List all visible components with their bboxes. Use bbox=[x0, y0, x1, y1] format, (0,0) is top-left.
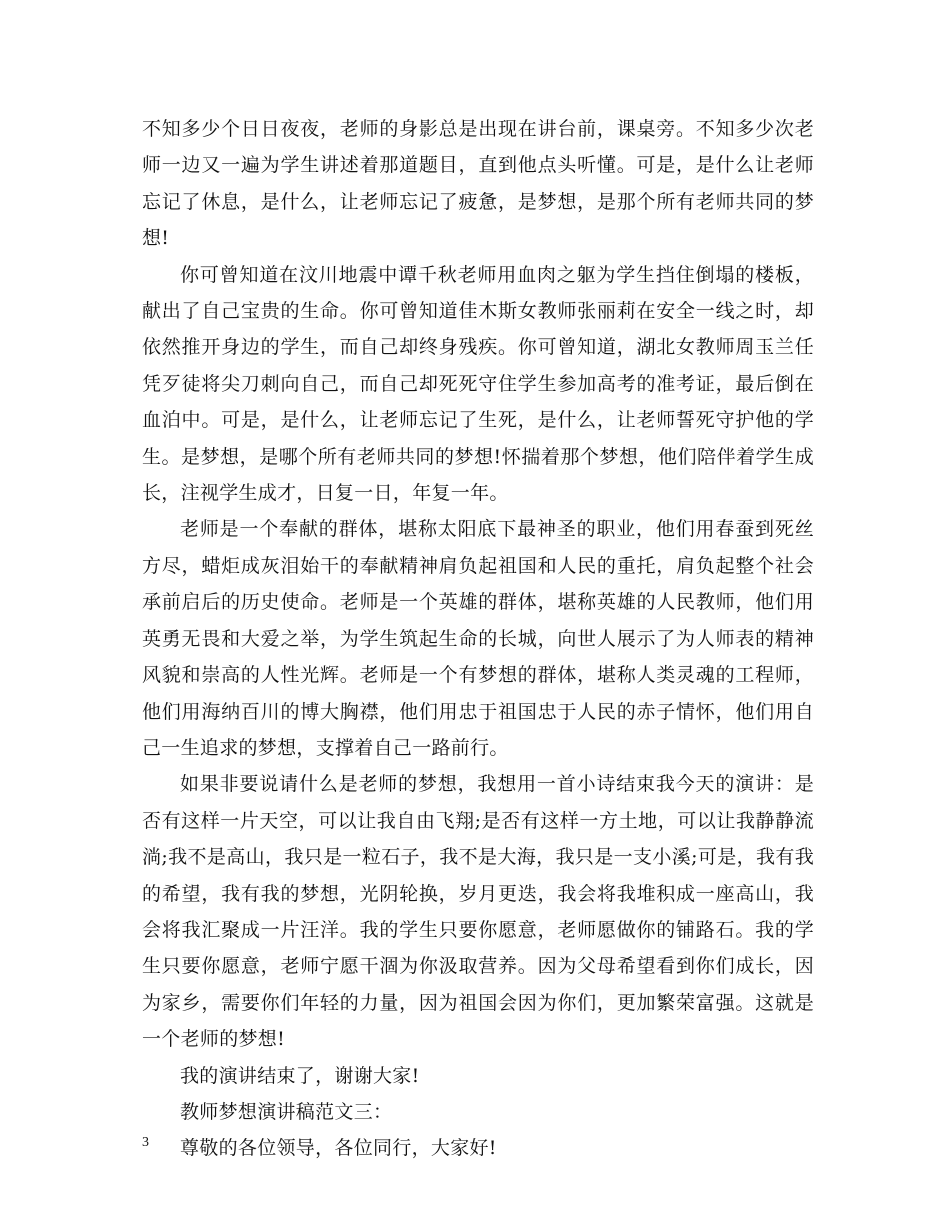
document-body bbox=[142, 111, 814, 1167]
paragraph-poem: 如果非要说请什么是老师的梦想，我想用一首小诗结束我今天的演讲：是否有这样一片天空，可以让我自由飞翔;是否有这样一方土地，可以让我静静流淌;我不是高山，我只是一粒石子，我不是大海，我只是一支小溪;可是，我有我的希望，我有我的梦想，光阴轮换，岁月更迭，我会将我堆积成一座高山，我会将我汇聚成一片汪洋。我的学生只要你愿意，老师愿做你的铺路石。我的学生只要你愿意，老师宁愿干涸为你汲取营养。因为父母希望看到你们成长，因为家乡，需要你们年轻的力量，因为祖国会因为你们，更加繁荣富强。这就是一个老师的梦想! bbox=[142, 773, 814, 1051]
paragraph-teacher-group: 老师是一个奉献的群体，堪称太阳底下最神圣的职业，他们用春蚕到死丝方尽，蜡炬成灰泪始干的奉献精神肩负起祖国和人民的重托，肩负起整个社会承前启后的历史使命。老师是一个英雄的群体，堪称英雄的人民教师，他们用英勇无畏和大爱之举，为学生筑起生命的长城，向世人展示了为人师表的精神风貌和崇高的人性光辉。老师是一个有梦想的群体，堪称人类灵魂的工程师，他们用海纳百川的博大胸襟，他们用忠于祖国忠于人民的赤子情怀，他们用自己一生追求的梦想，支撑着自己一路前行。 bbox=[142, 518, 814, 759]
paragraph-sacrifice: 你可曾知道在汶川地震中谭千秋老师用血肉之躯为学生挡住倒塌的楼板，献出了自己宝贵的生命。你可曾知道佳木斯女教师张丽莉在安全一线之时，却依然推开身边的学生，而自己却终身残疾。你可曾知道，湖北女教师周玉兰任凭歹徒将尖刀刺向自己，而自己却死死守住学生参加高考的准考证，最后倒在血泊中。可是，是什么，让老师忘记了生死，是什么，让老师誓死守护他的学生。是梦想，是哪个所有老师共同的梦想!怀揣着那个梦想，他们陪伴着学生成长，注视学生成才，日复一日，年复一年。 bbox=[142, 263, 814, 505]
page-number: 3 bbox=[142, 1135, 149, 1150]
section-heading: 教师梦想演讲稿范文三： bbox=[180, 1100, 393, 1123]
paragraph-closing: 我的演讲结束了，谢谢大家! bbox=[180, 1064, 420, 1087]
paragraph-continuation: 不知多少个日日夜夜，老师的身影总是出现在讲台前，课桌旁。不知多少次老师一边又一遍为学生讲述着那道题目，直到他点头听懂。可是，是什么让老师忘记了休息，是什么，让老师忘记了疲惫，是梦想，是那个所有老师共同的梦想! bbox=[142, 118, 814, 250]
paragraph-greeting: 尊敬的各位领导，各位同行，大家好! bbox=[180, 1137, 497, 1160]
